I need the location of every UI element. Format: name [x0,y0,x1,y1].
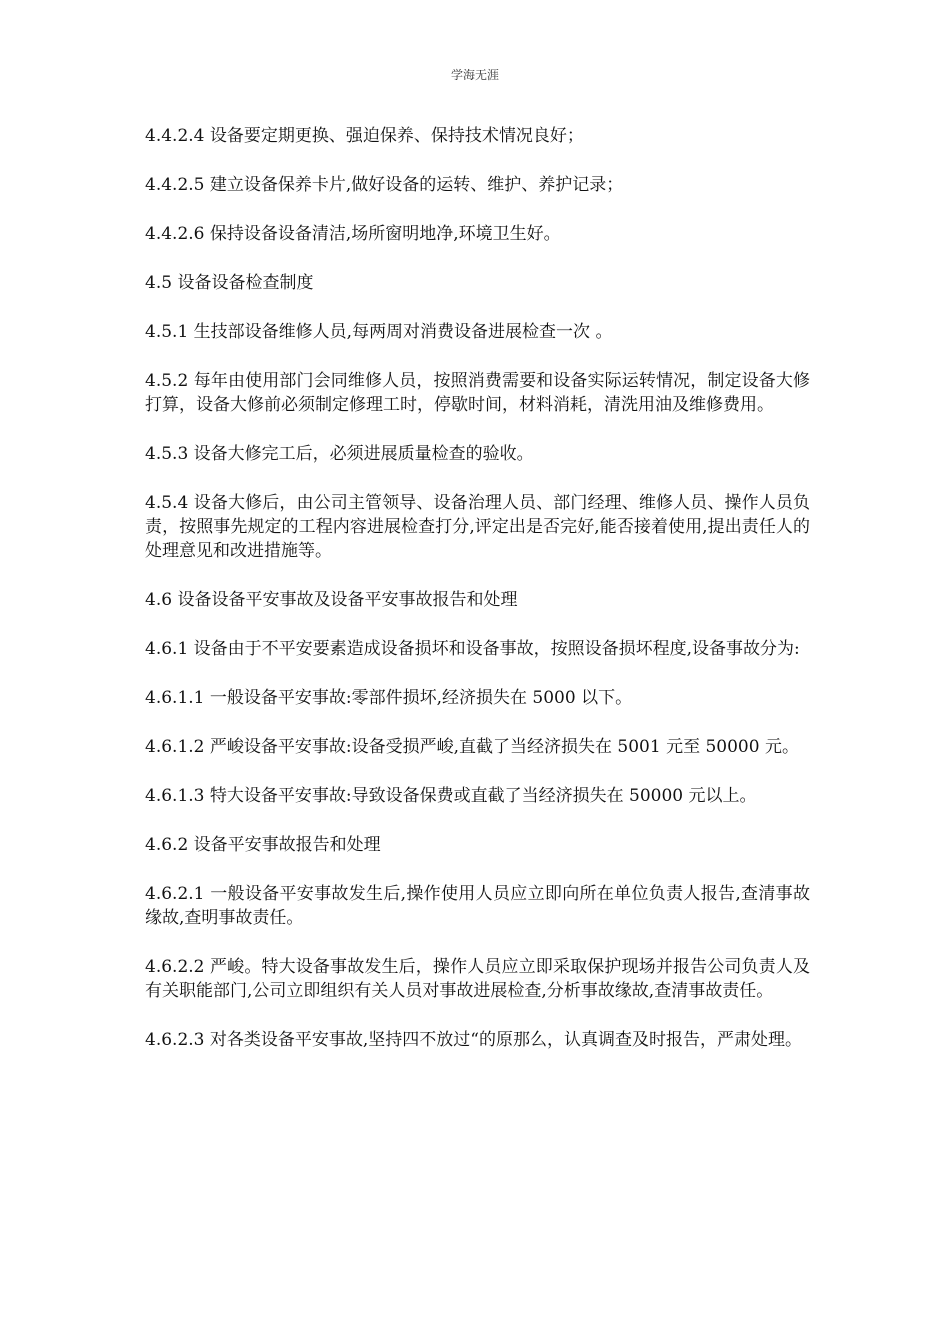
section-heading: 4.6 设备设备平安事故及设备平安事故报告和处理 [145,590,518,610]
paragraph: 4.6.1 设备由于不平安要素造成设备损坏和设备事故，按照设备损坏程度,设备事故分为: [145,639,800,659]
paragraph: 4.6.2.3 对各类设备平安事故,坚持四不放过“的原那么，认真调查及时报告，严肃处理。 [145,1030,802,1050]
paragraph: 4.6.1.2 严峻设备平安事故:设备受损严峻,直截了当经济损失在 5001 元至 50000 元。 [145,737,799,757]
paragraph: 4.5.4 设备大修后，由公司主管领导、设备治理人员、部门经理、维修人员、操作人员负责，按照事先规定的工程内容进展检查打分,评定出是否完好,能否接着使用,提出责任人的处理意见和改进措施等。 [145,493,810,561]
paragraph: 4.4.2.4 设备要定期更换、强迫保养、保持技术情况良好； [145,126,584,146]
paragraph: 4.5.2 每年由使用部门会同维修人员，按照消费需要和设备实际运转情况，制定设备大修打算，设备大修前必须制定修理工时，停歇时间，材料消耗，清洗用油及维修费用。 [145,371,810,415]
section-heading: 4.5 设备设备检查制度 [145,273,314,293]
paragraph: 4.6.1.3 特大设备平安事故:导致设备保费或直截了当经济损失在 50000 元以上。 [145,786,757,806]
paragraph: 4.5.1 生技部设备维修人员,每两周对消费设备进展检查一次 。 [145,322,613,342]
paragraph: 4.6.2.2 严峻。特大设备事故发生后，操作人员应立即采取保护现场并报告公司负责人及有关职能部门,公司立即组织有关人员对事故进展检查,分析事故缘故,查清事故责任。 [145,957,810,1001]
document-body [145,124,810,1077]
paragraph: 4.4.2.5 建立设备保养卡片,做好设备的运转、维护、养护记录； [145,175,624,195]
paragraph: 4.6.2.1 一般设备平安事故发生后,操作使用人员应立即向所在单位负责人报告,查清事故缘故,查明事故责任。 [145,884,810,928]
paragraph: 4.6.1.1 一般设备平安事故:零部件损坏,经济损失在 5000 以下。 [145,688,633,708]
paragraph: 4.4.2.6 保持设备设备清洁,场所窗明地净,环境卫生好。 [145,224,561,244]
section-heading: 4.6.2 设备平安事故报告和处理 [145,835,381,855]
paragraph: 4.5.3 设备大修完工后，必须进展质量检查的验收。 [145,444,534,464]
page-header: 学海无涯 [450,68,499,82]
